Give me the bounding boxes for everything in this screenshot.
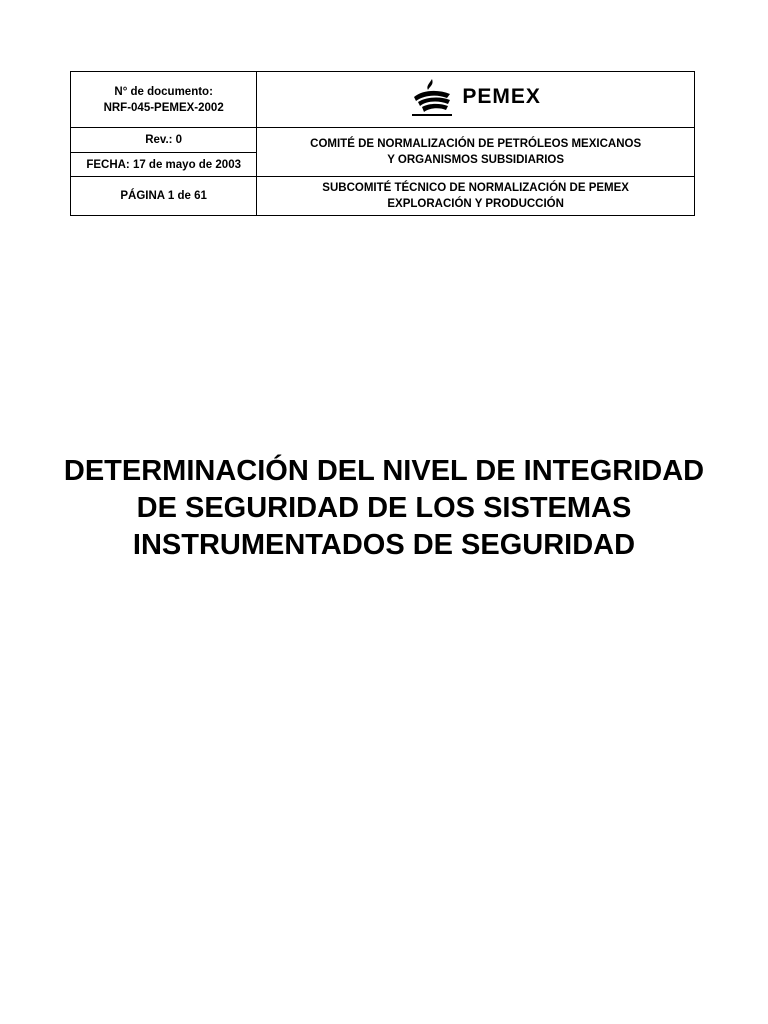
logo-cell [257, 72, 695, 128]
logo-text: PEMEX [462, 85, 541, 108]
committee-line-1: COMITÉ DE NORMALIZACIÓN DE PETRÓLEOS MEXICANOS [310, 138, 642, 150]
title-line-1: DETERMINACIÓN DEL NIVEL DE INTEGRIDAD [63, 455, 705, 487]
pemex-eagle-icon [410, 77, 454, 117]
subcommittee-line-2: EXPLORACIÓN Y PRODUCCIÓN [387, 198, 564, 210]
revision: Rev.: 0 [145, 134, 183, 146]
document-header-table [70, 71, 695, 216]
document-number-label: N° de documento: [114, 85, 213, 98]
page-cell [71, 177, 257, 216]
document-date: FECHA: 17 de mayo de 2003 [86, 158, 241, 171]
document-number-cell [71, 72, 257, 128]
committee-cell [257, 128, 695, 177]
committee-line-2: Y ORGANISMOS SUBSIDIARIOS [387, 154, 565, 166]
document-title [40, 453, 728, 564]
pemex-logo [410, 77, 541, 117]
page-number: PÁGINA 1 de 61 [120, 190, 207, 202]
document-number: NRF-045-PEMEX-2002 [103, 101, 224, 114]
subcommittee-cell [257, 177, 695, 216]
subcommittee-line-1: SUBCOMITÉ TÉCNICO DE NORMALIZACIÓN DE PEMEX [322, 182, 629, 194]
date-cell [71, 153, 257, 177]
revision-cell [71, 128, 257, 153]
title-line-2: DE SEGURIDAD DE LOS SISTEMAS [136, 492, 632, 524]
title-line-3: INSTRUMENTADOS DE SEGURIDAD [132, 529, 636, 561]
